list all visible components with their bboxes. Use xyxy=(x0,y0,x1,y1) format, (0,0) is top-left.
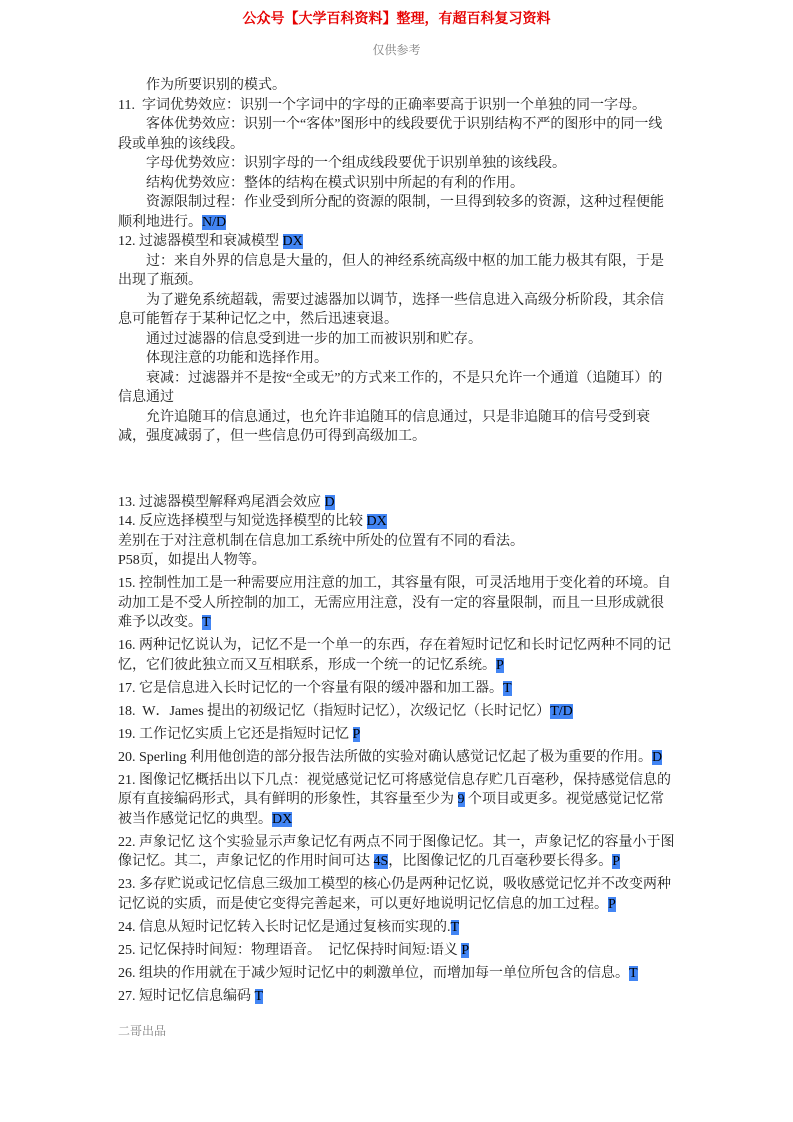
page-header: 公众号【大学百科资料】整理，有超百科复习资料 xyxy=(242,12,551,27)
highlighted-answer-code: 4S xyxy=(373,854,389,869)
text-segment: 20. Sperling 利用他创造的部分报告法所做的实验对确认感觉记忆起了极为重要的作用。 xyxy=(118,749,652,765)
document-body xyxy=(118,76,676,1006)
highlighted-answer-code: T xyxy=(629,965,638,981)
paragraph xyxy=(118,532,676,552)
text-segment: 24. 信息从短时记忆转入长时记忆是通过复核而实现的. xyxy=(118,919,451,935)
highlighted-answer-code: 9 xyxy=(457,792,465,807)
paragraph xyxy=(118,833,676,872)
highlighted-answer-code: T/D xyxy=(550,703,573,719)
highlighted-answer-code: D xyxy=(651,749,663,765)
paragraph xyxy=(118,941,676,961)
paragraph xyxy=(118,232,676,252)
paragraph xyxy=(118,349,676,369)
paragraph xyxy=(118,748,676,768)
paragraph xyxy=(118,679,676,699)
text-segment: ，比图像记忆的几百毫秒要长得多。 xyxy=(388,854,613,869)
blank-line xyxy=(118,447,676,493)
paragraph xyxy=(118,987,676,1007)
paragraph xyxy=(118,291,676,330)
paragraph xyxy=(118,725,676,745)
page-subheader: 仅供参考 xyxy=(372,43,421,57)
paragraph xyxy=(118,493,676,513)
highlighted-answer-code: DX xyxy=(282,234,303,249)
text-segment: 客体优势效应：识别一个“客体”图形中的线段要优于识别结构不严的图形中的同一线段或单独的该线段。 xyxy=(118,117,663,152)
text-segment: 允许追随耳的信息通过，也允许非追随耳的信息通过，只是非追随耳的信号受到衰减，强度减弱了，但一些信息仍可得到高级加工。 xyxy=(118,409,650,444)
text-segment: 作为所要识别的模式。 xyxy=(146,78,286,93)
paragraph xyxy=(118,964,676,984)
text-segment: 23. 多存贮说或记忆信息三级加工模型的核心仍是两种记忆说，吸收感觉记忆并不改变两种记忆说的实质，而是使它变得完善起来，可以更好地说明记忆信息的加工过程。 xyxy=(118,877,671,912)
paragraph xyxy=(118,96,676,116)
paragraph xyxy=(118,330,676,350)
highlighted-answer-code: P xyxy=(608,896,616,912)
highlighted-answer-code: N/D xyxy=(202,214,227,230)
highlighted-answer-code: P xyxy=(461,942,470,958)
page-footer: 二哥出品 xyxy=(118,1024,167,1038)
paragraph xyxy=(118,875,676,914)
highlighted-answer-code: D xyxy=(324,494,335,510)
highlighted-answer-code: DX xyxy=(272,811,293,827)
text-segment: 过：来自外界的信息是大量的，但人的神经系统高级中枢的加工能力极其有限，于是出现了瓶颈。 xyxy=(118,253,664,288)
paragraph xyxy=(118,771,676,830)
text-segment: 通过过滤器的信息受到进一步的加工而被识别和贮存。 xyxy=(146,331,482,347)
highlighted-answer-code: P xyxy=(612,854,621,869)
paragraph xyxy=(118,193,676,232)
text-segment: 13. 过滤器模型解释鸡尾酒会效应 xyxy=(118,494,325,510)
text-segment: 11. 字词优势效应：识别一个字词中的字母的正确率要高于识别一个单独的同一字母。 xyxy=(118,97,646,113)
highlighted-answer-code: T xyxy=(202,615,211,630)
paragraph xyxy=(118,702,676,722)
text-segment: 21. 图像记忆概括出以下几点：视觉感觉记忆可将感觉信息存贮几百毫秒，保持感觉信息的原有直接编码形式，具有鲜明的形象性，其容量至少为 xyxy=(118,772,671,807)
highlighted-answer-code: T xyxy=(450,919,460,935)
text-segment: 15. 控制性加工是一种需要应用注意的加工，其容量有限，可灵活地用于变化着的环境。自动加工是不受人所控制的加工，无需应用注意，没有一定的容量限制，而且一旦形成就很难予以改变。 xyxy=(118,576,671,630)
paragraph xyxy=(118,918,676,938)
paragraph xyxy=(118,551,676,571)
text-segment: 27. 短时记忆信息编码 xyxy=(118,988,255,1004)
highlighted-answer-code: T xyxy=(254,988,264,1004)
paragraph xyxy=(118,408,676,447)
highlighted-answer-code: P xyxy=(496,657,504,673)
paragraph xyxy=(118,154,676,174)
paragraph xyxy=(118,115,676,154)
text-segment: 字母优势效应：识别字母的一个组成线段要优于识别单独的该线段。 xyxy=(146,156,566,171)
text-segment: 25. 记忆保持时间短：物理语音。 记忆保持时间短:语义 xyxy=(118,942,462,958)
paragraph xyxy=(118,76,676,96)
text-segment: 个项目或更多。视觉感觉记忆常被当作感觉记忆的典型。 xyxy=(118,792,664,827)
text-segment: 体现注意的功能和选择作用。 xyxy=(146,351,328,366)
highlighted-answer-code: P xyxy=(352,726,361,742)
paragraph xyxy=(118,636,676,675)
paragraph xyxy=(118,252,676,291)
highlighted-answer-code: DX xyxy=(366,514,387,529)
text-segment: 衰减：过滤器并不是按“全或无”的方式来工作的，不是只允许一个通道（追随耳）的信息通过 xyxy=(118,370,663,405)
paragraph xyxy=(118,369,676,408)
text-segment: 22. 声象记忆 这个实验显示声象记忆有两点不同于图像记忆。其一，声象记忆的容量小于图像记忆。其二，声象记忆的作用时间可达 xyxy=(118,834,675,869)
text-segment: 资源限制过程：作业受到所分配的资源的限制，一旦得到较多的资源，这种过程便能顺利地进行。 xyxy=(118,195,664,230)
text-segment: 12. 过滤器模型和衰减模型 xyxy=(118,234,283,249)
highlighted-answer-code: T xyxy=(503,680,512,696)
paragraph xyxy=(118,174,676,194)
text-segment: 16. 两种记忆说认为，记忆不是一个单一的东西，存在着短时记忆和长时记忆两种不同的记忆，它们彼此独立而又互相联系，形成一个统一的记忆系统。 xyxy=(118,638,671,673)
text-segment: 为了避免系统超载，需要过滤器加以调节，选择一些信息进入高级分析阶段，其余信息可能暂存于某种记忆之中，然后迅速衰退。 xyxy=(118,292,664,327)
text-segment: 19. 工作记忆实质上它还是指短时记忆 xyxy=(118,726,353,742)
paragraph xyxy=(118,574,676,633)
text-segment: 17. 它是信息进入长时记忆的一个容量有限的缓冲器和加工器。 xyxy=(118,680,503,696)
text-segment: 18. W．James 提出的初级记忆（指短时记忆），次级记忆（长时记忆） xyxy=(118,703,551,719)
text-segment: 26. 组块的作用就在于减少短时记忆中的刺激单位，而增加每一单位所包含的信息。 xyxy=(118,965,629,981)
text-segment: 14. 反应选择模型与知觉选择模型的比较 xyxy=(118,514,367,529)
text-segment: 差别在于对注意机制在信息加工系统中所处的位置有不同的看法。 xyxy=(118,533,524,549)
paragraph xyxy=(118,512,676,532)
text-segment: 结构优势效应：整体的结构在模式识别中所起的有利的作用。 xyxy=(146,175,524,191)
text-segment: P58页，如提出人物等。 xyxy=(118,553,266,568)
